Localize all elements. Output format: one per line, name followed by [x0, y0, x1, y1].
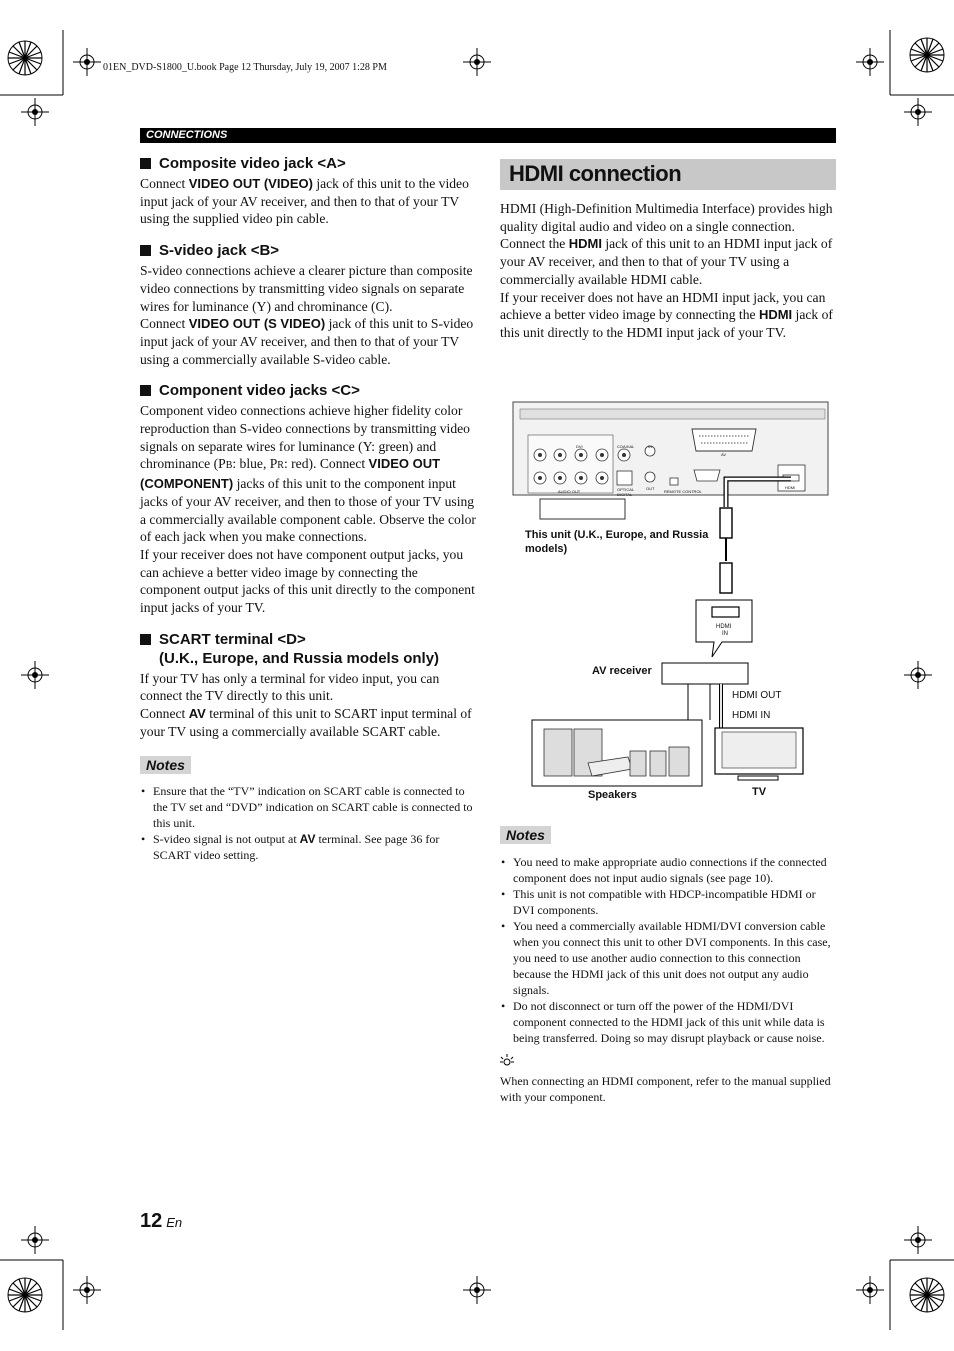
- list-item: • You need to make appropriate audio connections if the connected component does not input audio signals (see page 10).: [500, 854, 836, 886]
- composite-heading: Composite video jack <A>: [140, 154, 478, 173]
- left-column: [140, 154, 478, 863]
- tv-label: TV: [752, 786, 767, 798]
- notes-label: Notes: [500, 826, 551, 844]
- component-text-2: If your receiver does not have component output jacks, you can achieve a better video image by connecting the component output jacks of this unit directly to the component input jacks of your TV.: [140, 546, 475, 616]
- scart-heading: SCART terminal <D> (U.K., Europe, and Russia models only): [140, 630, 478, 668]
- scart-text: If your TV has only a terminal for video input, you can connect the TV directly to this unit.: [140, 670, 440, 704]
- panel-label-in: IN: [648, 444, 652, 449]
- right-notes-block: [500, 826, 836, 1105]
- list-item: • You need a commercially available HDMI/DVI conversion cable when you connect this unit to other DVI components. In this case, you need to use another audio connection to this connection because the HDMI jack of this unit does not output any audio signals.: [500, 918, 836, 998]
- right-notes-list: [500, 854, 836, 1046]
- tv-illustration: [715, 728, 803, 780]
- hdmi-out-label: HDMI OUT: [732, 690, 782, 701]
- panel-label-digital: DIGITAL: [617, 492, 633, 497]
- diagram-drawing: [500, 395, 836, 815]
- composite-text: Connect VIDEO OUT (VIDEO) jack of this unit to the video input jack of your AV receiver, and then to that of your TV using the supplied video pin cable.: [140, 176, 469, 227]
- speakers-label: Speakers: [588, 789, 637, 801]
- tip-icon: [500, 1054, 836, 1073]
- svideo-text: S-video connections achieve a clearer picture than composite video connections by transmitting video signals on separate wires for luminance (Y) and chrominance (C).: [140, 263, 473, 314]
- section-header: CONNECTIONS: [140, 128, 836, 143]
- square-bullet-icon: [140, 634, 151, 645]
- panel-label-hdmi: HDMI: [785, 485, 796, 490]
- hdmi-direct-text: If your receiver does not have an HDMI input jack, you can achieve a better video image by connecting the HDMI jack of this unit directly to the HDMI input jack of your TV.: [500, 289, 833, 340]
- hdmi-in-label: HDMI IN: [732, 710, 771, 721]
- component-text: Component video connections achieve higher fidelity color reproduction than S-video connections by transmitting video signals on separate wires for luminance (Y: green) and chrominance (PB: blue, PR: red). Connect VIDEO OUT (COMPONENT) jacks of this unit to the component input jacks of your AV receiver, and then to those of your TV using a commercially available component cable. Observe the color of each jack when you make connections.: [140, 403, 476, 545]
- notes-label: Notes: [140, 756, 191, 774]
- list-item: • This unit is not compatible with HDCP-incompatible HDMI or DVI components.: [500, 886, 836, 918]
- square-bullet-icon: [140, 245, 151, 256]
- panel-label-av: AV: [721, 452, 727, 457]
- unit-label: This unit (U.K., Europe, and Russia models): [525, 529, 709, 555]
- panel-label-out: OUT: [646, 486, 655, 491]
- scart-text-2: Connect AV terminal of this unit to SCART input terminal of your TV using a commercially available SCART cable.: [140, 706, 472, 739]
- square-bullet-icon: [140, 158, 151, 169]
- svideo-heading: S-video jack <B>: [140, 241, 478, 260]
- panel-label: DVI: [576, 444, 583, 449]
- panel-label-coaxial: COAXIAL: [617, 444, 635, 449]
- square-bullet-icon: [140, 385, 151, 396]
- left-notes-list: [140, 783, 478, 863]
- list-item: • Ensure that the “TV” indication on SCART cable is connected to the TV set and “DVD” indication on SCART cable is connected to this unit.: [140, 783, 478, 831]
- lightbulb-icon: [500, 1054, 514, 1068]
- book-info-line: 01EN_DVD-S1800_U.book Page 12 Thursday, July 19, 2007 1:28 PM: [103, 62, 387, 73]
- hdmi-connect-text: Connect the HDMI jack of this unit to an HDMI input jack of your AV receiver, and then to that of your TV using a commercially available HDMI cable.: [500, 236, 833, 287]
- svideo-text-2: Connect VIDEO OUT (S VIDEO) jack of this unit to S-video input jack of your AV receiver, and then to that of your TV using a commercially available S-video cable.: [140, 316, 474, 367]
- av-receiver-label: AV receiver: [592, 665, 652, 677]
- right-column-text: [500, 200, 836, 342]
- hdmi-intro: HDMI (High-Definition Multimedia Interface) provides high quality digital audio and video on a single connection.: [500, 201, 833, 234]
- page-number: 12 En: [140, 1210, 183, 1232]
- hdmi-connection-diagram: [500, 395, 836, 815]
- tip-text: When connecting an HDMI component, refer to the manual supplied with your component.: [500, 1074, 831, 1104]
- list-item: • S-video signal is not output at AV terminal. See page 36 for SCART video setting.: [140, 831, 478, 863]
- panel-label-audio-out: AUDIO OUT: [558, 489, 581, 494]
- panel-label-remote: REMOTE CONTROL: [664, 489, 702, 494]
- hdmi-connection-title: HDMI connection: [500, 159, 836, 190]
- hdmi-in-box-label-2: IN: [722, 631, 728, 637]
- list-item: • Do not disconnect or turn off the power of the HDMI/DVI component connected to the HDMI jack of this unit while data is being transferred. Doing so may disrupt playback or cause noise.: [500, 998, 836, 1046]
- component-heading: Component video jacks <C>: [140, 381, 478, 400]
- hdmi-in-box-label-1: HDMI: [716, 624, 732, 630]
- speakers-illustration: [532, 720, 702, 786]
- panel-label-optical: OPTICAL: [617, 487, 635, 492]
